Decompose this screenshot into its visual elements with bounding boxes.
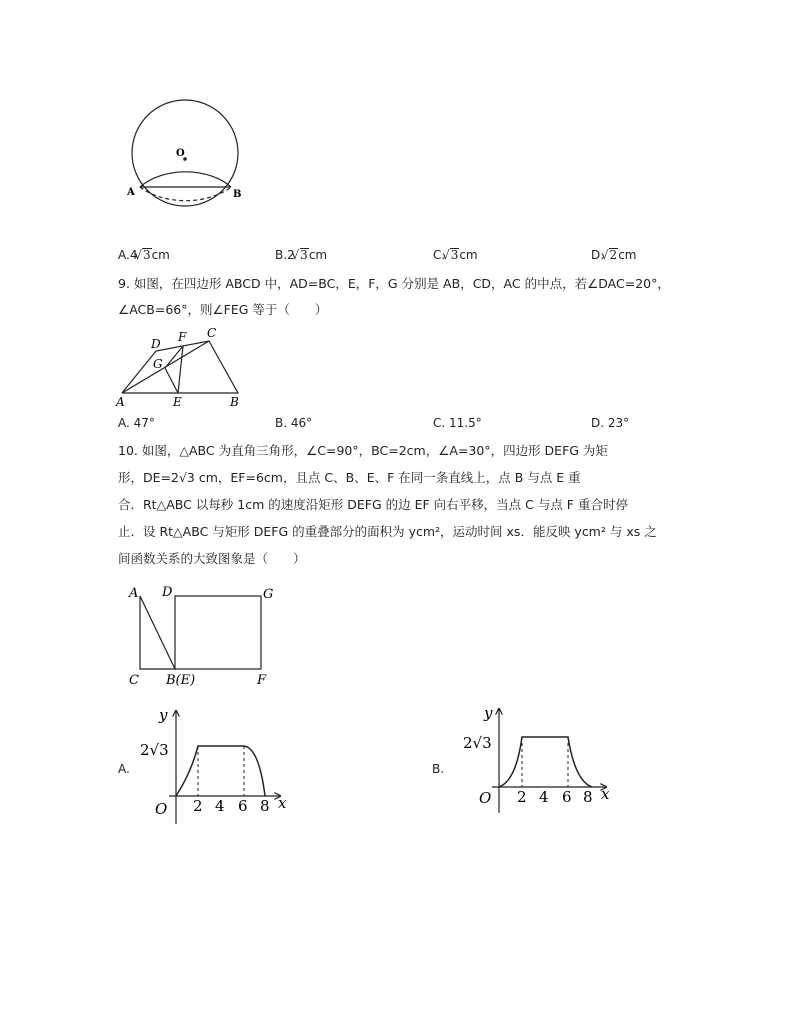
q9-question-line-2: ∠ACB=66°，则∠FEG 等于（ ） [118,302,328,317]
q9-question-line-1: 9. 如图，在四边形 ABCD 中，AD=BC，E，F，G 分别是 AB，CD，AC 的中点，若∠DAC=20°， [118,276,670,291]
q10-graph-a[interactable] [135,703,295,828]
graph-b-xtick-8: 8 [583,788,593,806]
q10-label-f: F [257,673,267,688]
graph-a-xtick-6: 6 [238,797,248,815]
q9-label-f: F [178,330,187,344]
graph-a-xtick-4: 4 [215,797,225,815]
q8-option-a[interactable]: A.4 √ 3cm [118,248,170,262]
q10-label-a: A [129,586,139,601]
q8-option-c[interactable]: C. √ 3cm [433,248,478,262]
q10-question-line-1: 10. 如图，△ABC 为直角三角形，∠C=90°，BC=2cm，∠A=30°，四边形 DEFG 为矩 [118,443,608,458]
q10-label-d: D [162,585,173,600]
graph-b-xlabel: x [601,785,610,803]
graph-b-ylabel: y [484,704,493,722]
q9-option-d[interactable]: D. 23° [591,416,630,430]
graph-a-origin: O [155,800,168,818]
q9-option-c[interactable]: C. 11.5° [433,416,482,430]
graph-a-xtick-8: 8 [260,797,270,815]
q9-label-e: E [173,395,182,409]
q9-option-b[interactable]: B. 46° [275,416,313,430]
graph-b-ytick: 2√3 [463,734,492,752]
q9-option-a[interactable]: A. 47° [118,416,155,430]
q9-label-a: A [116,395,125,409]
graph-b-xtick-6: 6 [562,788,572,806]
q8-option-b[interactable]: B.2 √ 3cm [275,248,327,262]
graph-a-ylabel: y [159,706,168,724]
q10-graph-b[interactable] [458,703,618,818]
q8-label-b: B [233,189,242,200]
q10-question-line-4: 止．设 Rt△ABC 与矩形 DEFG 的重叠部分的面积为 ycm²，运动时间 xs．能反映 ycm² 与 xs 之 [118,524,657,539]
q10-question-line-5: 间函数关系的大致图象是（ ） [118,551,306,566]
q9-label-c: C [207,326,217,340]
q9-label-g: G [153,357,163,371]
q10-option-b-label[interactable]: B. [432,762,445,776]
q8-label-a: A [127,187,135,198]
q10-label-c: C [129,673,139,688]
graph-b-origin: O [479,789,492,807]
graph-b-xtick-2: 2 [517,788,527,806]
q9-label-b: B [230,395,239,409]
q10-triangle-rectangle-figure [120,580,285,692]
q10-question-line-2: 形，DE=2√3 cm，EF=6cm，且点 C、B、E、F 在同一条直线上，点 B 与点 E 重 [118,470,581,485]
q8-label-o: O [176,148,185,159]
graph-a-xtick-2: 2 [193,797,203,815]
q10-question-line-3: 合．Rt△ABC 以每秒 1cm 的速度沿矩形 DEFG 的边 EF 向右平移，当点 C 与点 F 重合时停 [118,497,628,512]
q10-label-g: G [263,587,274,602]
graph-b-xtick-4: 4 [539,788,549,806]
q10-label-be: B(E) [166,673,196,688]
q10-option-a-label[interactable]: A. [118,762,130,776]
graph-a-ytick: 2√3 [140,741,169,759]
q9-quadrilateral-figure [112,325,247,410]
q8-circle-figure [120,95,250,220]
q9-label-d: D [151,337,161,351]
q8-option-d[interactable]: D. √ 2cm [591,248,636,262]
graph-a-xlabel: x [278,794,287,812]
